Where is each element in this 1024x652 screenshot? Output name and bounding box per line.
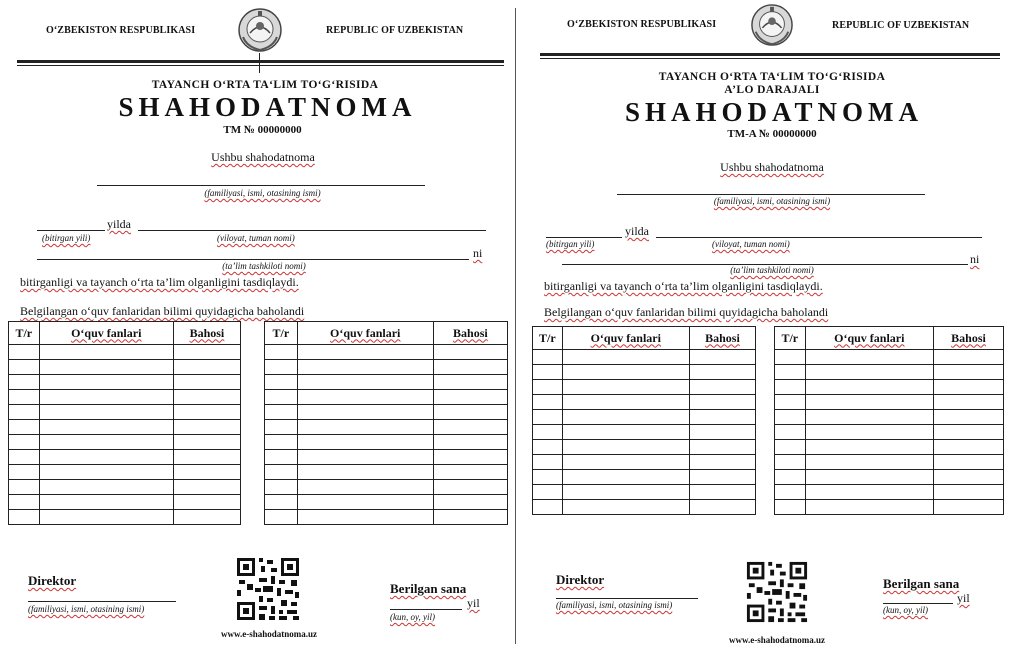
cell-num [775,365,806,380]
cell-subject [562,485,689,500]
grades-rows [265,345,508,525]
cell-num [775,500,806,515]
col-subject-header: O‘quv fanlari [39,322,173,345]
hint-director: (familiyasi, ismi, otasining ismi) [28,604,145,614]
cell-grade [173,345,240,360]
table-row [265,510,508,525]
cell-grade [173,405,240,420]
cell-num [533,365,563,380]
cell-grade [173,360,240,375]
cell-grade [433,495,507,510]
table-row [9,480,241,495]
year-word: yilda [107,217,131,231]
cell-grade [433,345,507,360]
cell-subject [297,420,433,435]
ni-suffix: ni [473,246,483,260]
director-line [556,598,698,599]
col-subject-header: O‘quv fanlari [297,322,433,345]
cell-grade [933,425,1003,440]
cell-subject [805,470,933,485]
cell-subject [805,440,933,455]
cell-subject [805,380,933,395]
grades-rows [9,345,241,525]
cell-num [533,380,563,395]
cell-num [533,440,563,455]
cell-grade [433,465,507,480]
cell-grade [173,495,240,510]
cell-grade [689,440,755,455]
table-row [533,350,756,365]
cell-subject [562,440,689,455]
cell-num [533,455,563,470]
cell-subject [805,365,933,380]
header-rule-thin [540,58,1000,59]
table-row [9,435,241,450]
cell-subject [562,395,689,410]
doc-title: SHAHODATNOMA [624,97,923,127]
header-right: REPUBLIC OF UZBEKISTAN [326,25,464,36]
cell-subject [39,510,173,525]
col-grade-header: Bahosi [933,327,1003,350]
cell-grade [433,360,507,375]
certificate-excellent [516,0,1024,652]
cell-grade [173,510,240,525]
doc-title: SHAHODATNOMA [118,92,417,122]
cell-subject [297,375,433,390]
table-row [533,500,756,515]
col-num-header: T/r [9,322,40,345]
cell-num [265,345,298,360]
cell-grade [933,440,1003,455]
cell-subject [805,455,933,470]
cell-subject [562,500,689,515]
table-row [9,510,241,525]
table-row [265,405,508,420]
yil-suffix: yil [957,591,970,605]
cell-grade [689,365,755,380]
website: www.e-shahodatnoma.uz [728,635,825,645]
cell-subject [297,465,433,480]
table-row [265,465,508,480]
cell-grade [933,395,1003,410]
cell-grade [689,425,755,440]
intro-text: Ushbu shahodatnoma [720,160,824,174]
table-row [533,365,756,380]
cell-grade [689,410,755,425]
cell-num [9,495,40,510]
cell-num [775,470,806,485]
table-row [775,380,1004,395]
director-line [28,601,176,602]
cell-grade [173,390,240,405]
confirm-text: bitirganligi va tayanch o‘rta ta’lim olganligini tasdiqlaydi. [544,279,823,293]
cell-num [9,405,40,420]
table-row [775,485,1004,500]
table-row [9,495,241,510]
cell-subject [39,450,173,465]
table-row [533,485,756,500]
table-row [9,405,241,420]
year-word: yilda [625,224,649,238]
header-right: REPUBLIC OF UZBEKISTAN [832,20,970,31]
grades-table-left [532,326,756,515]
cell-subject [297,450,433,465]
cell-num [9,375,40,390]
cell-subject [39,345,173,360]
header-left: O‘ZBEKISTON RESPUBLIKASI [46,25,196,36]
cell-grade [689,395,755,410]
cell-num [533,395,563,410]
cell-grade [433,390,507,405]
cell-subject [562,365,689,380]
table-row [265,450,508,465]
cell-num [775,425,806,440]
cell-grade [433,435,507,450]
table-row [9,450,241,465]
cell-subject [39,435,173,450]
header-rule [540,53,1000,56]
hint-year: (bitirgan yili) [546,239,595,249]
school-line [37,259,469,260]
cell-subject [39,375,173,390]
qr-code-icon [235,556,301,622]
region-line [138,230,486,231]
grades-table-left [8,321,241,525]
hint-year: (bitirgan yili) [42,233,91,243]
cell-subject [39,420,173,435]
cell-grade [933,455,1003,470]
col-subject-header: O‘quv fanlari [562,327,689,350]
cell-num [775,380,806,395]
col-num-header: T/r [265,322,298,345]
table-row [533,410,756,425]
cell-num [265,360,298,375]
cell-grade [433,450,507,465]
table-row [533,380,756,395]
cell-grade [173,480,240,495]
ni-suffix: ni [970,252,980,266]
cell-num [775,440,806,455]
table-row [265,360,508,375]
cell-subject [562,455,689,470]
cell-num [9,465,40,480]
cell-num [533,350,563,365]
cell-subject [39,480,173,495]
cell-subject [805,410,933,425]
table-row [265,435,508,450]
table-row [775,395,1004,410]
cell-grade [933,500,1003,515]
cell-subject [297,405,433,420]
col-subject-header: O‘quv fanlari [805,327,933,350]
year-line [546,237,622,238]
name-line [97,185,425,186]
cell-subject [562,380,689,395]
serial-number: TM № 00000000 [223,124,302,136]
serial-number: TM-A № 00000000 [727,128,817,140]
issued-label: Berilgan sana [883,576,960,591]
cell-subject [39,465,173,480]
table-row [265,345,508,360]
cell-num [775,350,806,365]
cell-grade [689,455,755,470]
cell-grade [433,375,507,390]
table-row [533,395,756,410]
cell-grade [933,410,1003,425]
date-line [390,609,462,610]
cell-num [265,510,298,525]
cell-num [775,410,806,425]
table-row [775,410,1004,425]
cell-grade [173,450,240,465]
cell-num [265,465,298,480]
cell-subject [562,470,689,485]
table-row [775,425,1004,440]
director-label: Direktor [556,572,605,587]
doc-subtitle: TAYANCH O‘RTA TA‘LIM TO‘G‘RISIDA [151,79,379,91]
doc-subtitle-level: A’LO DARAJALI [724,84,820,96]
col-grade-header: Bahosi [433,322,507,345]
cell-grade [173,465,240,480]
cell-num [9,480,40,495]
cell-subject [297,360,433,375]
qr-code-icon [745,560,809,624]
hint-date: (kun, oy, yil) [390,612,435,622]
cell-num [775,395,806,410]
hint-school: (ta’lim tashkiloti nomi) [730,265,814,275]
issued-label: Berilgan sana [390,581,467,596]
cell-subject [39,495,173,510]
cell-num [265,420,298,435]
table-row [265,375,508,390]
table-row [265,495,508,510]
cell-num [775,455,806,470]
header-left: O‘ZBEKISTON RESPUBLIKASI [567,19,717,30]
cell-grade [933,365,1003,380]
table-row [9,420,241,435]
table-row [775,440,1004,455]
grades-intro: Belgilangan o‘quv fanlaridan bilimi quyidagicha baholandi [544,305,829,319]
cell-grade [173,375,240,390]
table-row [775,455,1004,470]
cell-subject [562,350,689,365]
cell-num [533,470,563,485]
cell-num [265,390,298,405]
hint-director: (familiyasi, ismi, otasining ismi) [556,600,673,610]
cell-subject [297,345,433,360]
grades-rows [775,350,1004,515]
cell-num [265,480,298,495]
cell-grade [933,380,1003,395]
cell-grade [689,500,755,515]
cell-grade [689,380,755,395]
table-row [265,420,508,435]
cell-grade [173,420,240,435]
cell-grade [689,470,755,485]
header-rule-thin [17,65,504,66]
cell-num [265,495,298,510]
region-line [656,237,982,238]
grades-table-right [264,321,508,525]
cell-subject [805,485,933,500]
hint-school: (ta’lim tashkiloti nomi) [222,261,306,271]
cell-grade [933,485,1003,500]
year-line [37,230,105,231]
cell-subject [297,390,433,405]
cell-subject [297,495,433,510]
cell-grade [433,405,507,420]
cell-num [533,500,563,515]
cell-grade [433,480,507,495]
cell-grade [689,350,755,365]
cell-grade [689,485,755,500]
table-row [9,465,241,480]
hint-region: (viloyat, tuman nomi) [712,239,790,249]
table-row [265,480,508,495]
table-row [9,390,241,405]
table-row [9,360,241,375]
cell-subject [297,435,433,450]
table-row [775,500,1004,515]
cell-num [9,435,40,450]
table-row [9,375,241,390]
cell-num [265,405,298,420]
table-row [533,440,756,455]
cell-subject [39,360,173,375]
cell-num [265,375,298,390]
cell-num [775,485,806,500]
cell-num [9,510,40,525]
hint-name: (familiyasi, ismi, otasining ismi) [713,196,831,206]
cell-num [9,360,40,375]
table-row [775,350,1004,365]
cell-subject [562,425,689,440]
grades-rows [533,350,756,515]
cell-num [533,485,563,500]
hint-date: (kun, oy, yil) [883,605,928,615]
col-num-header: T/r [775,327,806,350]
cell-num [533,410,563,425]
col-num-header: T/r [533,327,563,350]
table-row [533,425,756,440]
hint-name: (familiyasi, ismi, otasining ismi) [204,188,321,198]
date-line [883,603,953,604]
cell-subject [39,405,173,420]
cell-num [9,450,40,465]
col-grade-header: Bahosi [173,322,240,345]
emblem-stem [259,53,260,73]
cell-num [9,390,40,405]
cell-grade [933,470,1003,485]
state-emblem-icon [750,3,794,47]
cell-subject [39,390,173,405]
director-label: Direktor [28,573,77,588]
table-row [533,455,756,470]
cell-num [533,425,563,440]
cell-subject [562,410,689,425]
table-row [775,470,1004,485]
table-row [533,470,756,485]
cell-num [9,420,40,435]
table-row [9,345,241,360]
website: www.e-shahodatnoma.uz [220,629,317,639]
intro-text: Ushbu shahodatnoma [211,150,315,164]
confirm-text: bitirganligi va tayanch o‘rta ta’lim olganligini tasdiqlaydi. [20,275,299,289]
yil-suffix: yil [467,596,480,610]
cell-subject [805,425,933,440]
cell-grade [433,420,507,435]
table-row [265,390,508,405]
header-rule [17,60,504,63]
table-row [775,365,1004,380]
state-emblem-icon [237,7,283,53]
cell-grade [933,350,1003,365]
cell-subject [297,480,433,495]
grades-table-right [774,326,1004,515]
cell-subject [297,510,433,525]
cell-grade [433,510,507,525]
cell-grade [173,435,240,450]
cell-subject [805,500,933,515]
cell-subject [805,350,933,365]
cell-num [265,435,298,450]
col-grade-header: Bahosi [689,327,755,350]
cell-num [265,450,298,465]
grades-intro: Belgilangan o‘quv fanlaridan bilimi quyidagicha baholandi [20,304,305,318]
doc-subtitle: TAYANCH O‘RTA TA‘LIM TO‘G‘RISIDA [658,71,886,83]
name-line [617,194,925,195]
cell-subject [805,395,933,410]
hint-region: (viloyat, tuman nomi) [217,233,295,243]
cell-num [9,345,40,360]
